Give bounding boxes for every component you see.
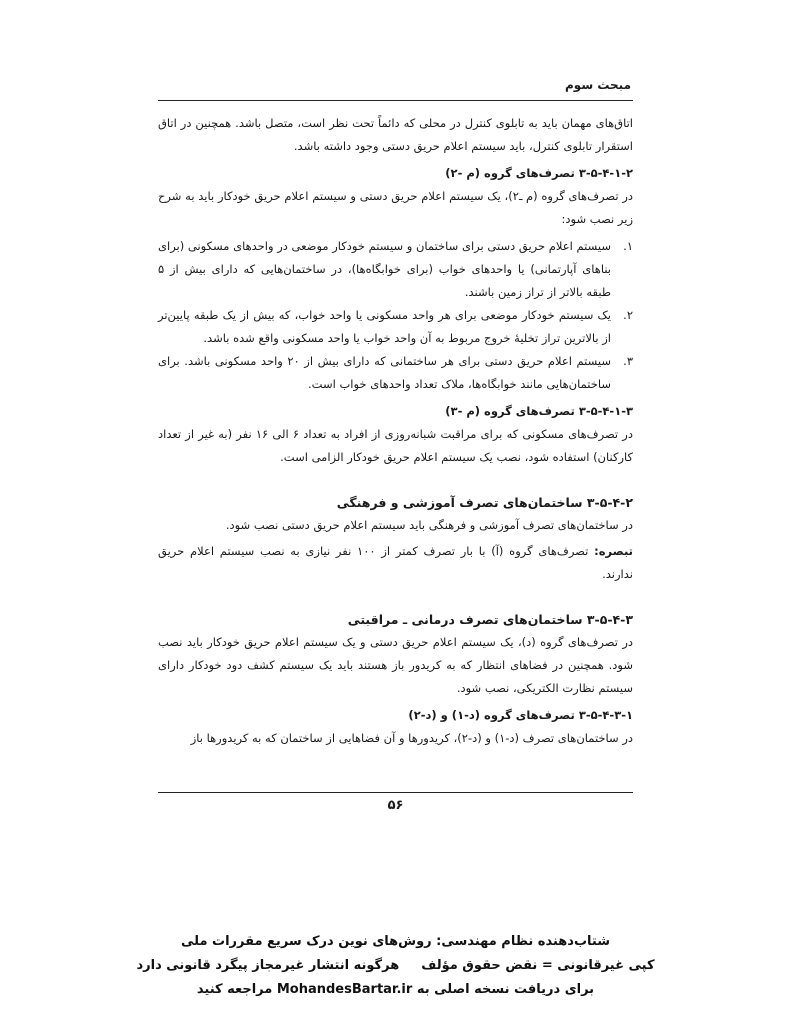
- list-text: سیستم اعلام حریق دستی برای هر ساختمانی که دارای بیش از ۲۰ واحد مسکونی باشد. برای ساختمان‌هایی مانند خوابگاه‌ها، ملاک تعداد واحدهای خواب است.: [158, 354, 611, 391]
- watermark-line-3: [0, 978, 791, 1002]
- watermark-copyright: کپی غیرقانونی = نقض حقوق مؤلف: [421, 958, 655, 973]
- running-head: مبحث سوم: [565, 78, 631, 92]
- list-text: یک سیستم خودکار موضعی برای هر واحد مسکونی یا واحد خواب، که بیش از یک طبقه پایین‌تر از بالاترین تراز تخلیهٔ خروج مربوط به آن واحد خواب یا واحد مسکونی واقع شده باشد.: [158, 308, 611, 345]
- footer-rule: [158, 792, 633, 793]
- list-number: ۲.: [623, 308, 633, 322]
- header-rule: [158, 100, 633, 101]
- watermark-suffix: مراجعه کنید: [196, 982, 273, 997]
- note-label: تبصره:: [594, 544, 633, 558]
- paragraph-d1-d2: در ساختمان‌های تصرف (د-۱) و (د-۲)، کریدورها و آن فضاهایی از ساختمان که به کریدورها باز: [190, 731, 633, 745]
- publisher-watermark: [0, 930, 791, 1002]
- paragraph-medical: در تصرف‌های گروه (د)، یک سیستم اعلام حریق دستی و یک سیستم اعلام حریق خودکار باید نصب شود. همچنین در فضاهای انتظار که به کریدور باز هستند باید یک سیستم کشف دود خودکار دارای سیستم نظارت الکتریکی، نصب شود.: [158, 635, 633, 695]
- list-item: [158, 350, 633, 396]
- watermark-legal: هرگونه انتشار غیرمجاز پیگرد قانونی دارد: [136, 958, 400, 973]
- paragraph-m2: در تصرف‌های گروه (م ـ۲)، یک سیستم اعلام حریق دستی و سیستم اعلام حریق خودکار باید به شرح زیر نصب شود:: [158, 189, 633, 226]
- watermark-line-1: شتاب‌دهنده نظام مهندسی: روش‌های نوین درک سریع مقررات ملی: [181, 934, 610, 949]
- note-paragraph: [158, 540, 633, 586]
- list-item: [158, 304, 633, 350]
- list-m2: [158, 235, 633, 396]
- watermark-prefix: برای دریافت نسخه اصلی به: [416, 982, 595, 997]
- list-number: ۳.: [623, 354, 633, 368]
- note-text: تصرف‌های گروه (آ) با بار تصرف کمتر از ۱۰۰ نفر نیازی به نصب سیستم اعلام حریق ندارند.: [158, 544, 633, 581]
- page-number: ۵۶: [387, 798, 404, 813]
- watermark-website: MohandesBartar.ir: [276, 982, 413, 997]
- section-heading-education: ۳-۵-۴-۲ ساختمان‌های تصرف آموزشی و فرهنگی: [336, 495, 633, 510]
- paragraph-education: در ساختمان‌های تصرف آموزشی و فرهنگی باید سیستم اعلام حریق دستی نصب شود.: [225, 518, 633, 532]
- watermark-line-2: [0, 954, 791, 978]
- section-heading-m2: ۳-۵-۴-۱-۲ تصرف‌های گروه (م -۲): [445, 166, 633, 180]
- section-heading-d1-d2: ۳-۵-۴-۳-۱ تصرف‌های گروه (د-۱) و (د-۲): [408, 708, 633, 722]
- intro-paragraph: اتاق‌های مهمان باید به تابلوی کنترل در محلی که دائماً تحت نظر است، متصل باشد. همچنین در اتاق استقرار تابلوی کنترل، باید سیستم اعلام حریق دستی وجود داشته باشد.: [158, 116, 633, 153]
- list-number: ۱.: [623, 239, 633, 253]
- section-heading-m3: ۳-۵-۴-۱-۳ تصرف‌های گروه (م -۳): [445, 404, 633, 418]
- list-text: سیستم اعلام حریق دستی برای ساختمان و سیستم خودکار موضعی در واحدهای مسکونی (برای بناهای آپارتمانی) یا واحدهای خواب (برای خوابگاه‌ها)، در ساختمان‌هایی که دارای بیش از ۵ طبقه بالاتر از تراز زمین باشند.: [158, 239, 611, 299]
- list-item: [158, 235, 633, 304]
- paragraph-m3: در تصرف‌های مسکونی که برای مراقبت شبانه‌روزی از افراد به تعداد ۶ الی ۱۶ نفر (به غیر از تعداد کارکنان) استفاده شود، نصب یک سیستم اعلام حریق خودکار الزامی است.: [158, 427, 633, 464]
- section-heading-medical: ۳-۵-۴-۳ ساختمان‌های تصرف درمانی ـ مراقبتی: [347, 612, 633, 627]
- page-body: [158, 112, 633, 750]
